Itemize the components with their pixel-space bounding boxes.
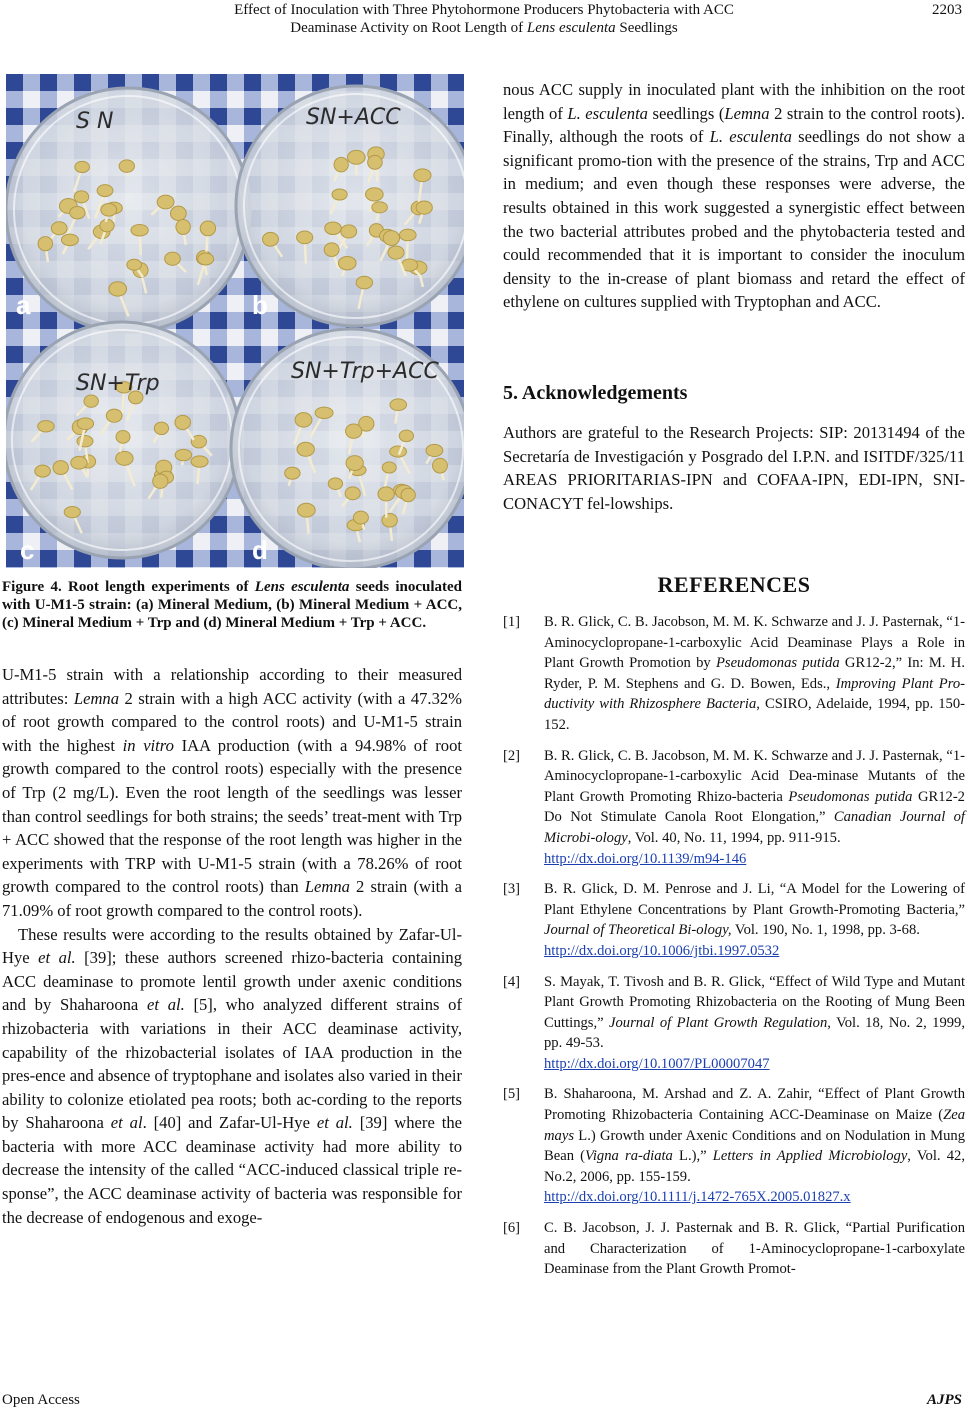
reference-italic: Zea mays [544,1107,965,1144]
text-run: seedlings ( [647,103,725,123]
lentil-seed [35,465,51,477]
reference-text: Vol. 190, No. 1, 1998, pp. 3-68. [731,922,920,939]
reference-text: B. R. Glick, D. M. Penrose and J. Li, “A Model for the Lowering of Plant Ethylene Concentrations by Plant Growth-Promoting Bacteria,” [544,881,965,918]
text-italic: L. esculenta [567,103,648,123]
lentil-seed [70,206,85,218]
reference-number: [5] [503,1086,521,1103]
page-number: 2203 [932,2,962,18]
lentil-seed [298,503,316,517]
text-run: 2 strain (with a 71.09% of root growth compared to the control roots). [2,877,462,920]
lentil-seed [346,424,362,438]
reference-number: [2] [503,747,521,764]
lentil-seed [77,418,93,430]
reference-doi-link[interactable]: http://dx.doi.org/10.1111/j.1472-765X.2005.01827.x [544,1189,851,1206]
text-run: U-M1-5 strain with a relationship according to their measured attributes: [2,665,462,708]
lentil-seed [84,395,98,407]
header-line2-species: Lens esculenta [526,20,616,36]
text-run: . [40] and Zafar-Ul-Hye [142,1113,317,1133]
panel-letter: b [252,290,268,320]
lentil-seed [328,478,342,490]
reference-number: [1] [503,614,521,630]
figure-caption [2,578,462,632]
section-heading-acknowledgements: 5. Acknowledgements [503,382,688,404]
lentil-seed [165,252,181,265]
reference-text: , CSIRO, Adelaide, 1994, pp. 150-152. [544,696,965,733]
reference-text: GR12-2 Do Not Stimulate Canola Root Elongation,” [544,788,965,826]
lentil-seed [119,160,134,172]
lentil-seed [131,224,148,236]
running-header [0,0,968,50]
reference-doi-link[interactable]: http://dx.doi.org/10.1007/PL00007047 [544,1055,770,1072]
lentil-seed [153,474,168,488]
text-run: nous ACC supply in inoculated plant with the inhibition on the root length of [503,80,965,123]
lentil-seed [38,421,54,432]
reference-italic: Canadian Journal of Microbi-ology [544,809,965,846]
lentil-seed [345,487,360,500]
lentil-seed [175,415,191,429]
reference-italic: Pseudomonas putida [715,655,840,672]
lentil-seed [157,195,174,209]
text-run: [39] where the bacteria with more ACC deaminase activity had more ability to decrease the intensity of the called “ACC-induced classical triple re-sponse”, the ACC deaminase activity of bacteria was responsible for the decrease of endogenous and exoge- [2,1113,462,1227]
lentil-seed [101,203,117,216]
lentil-seed [346,456,363,471]
text-italic: et al. [316,1113,353,1133]
petri-dish-photo [6,74,464,568]
dish-label: SN+ACC [306,105,401,130]
paragraph-conclusion [503,78,965,314]
lentil-seed [116,451,133,465]
reference-item [503,972,965,1075]
lentil-seed [285,467,300,479]
reference-number: [3] [503,881,521,898]
caption-species: Lens esculenta [254,579,350,595]
lentil-seed [51,222,67,235]
references-heading: REFERENCES [657,572,811,597]
lentil-seed [372,202,388,213]
lentil-seed [263,232,279,246]
caption-text-a: Figure 4. Root length experiments of [2,579,255,595]
lentil-seed [315,407,333,418]
dish-label: SN+Trp [76,371,160,396]
lentil-seed [338,256,356,269]
lentil-seed [175,449,191,460]
panel-letter: c [20,535,35,565]
text-italic: Lemna [73,688,120,708]
lentil-seed [416,201,432,214]
header-title-line1: Effect of Inoculation with Three Phytohormone Producers Phytobacteria with ACC [234,2,734,18]
reference-text: L.),” [672,1148,713,1165]
panel-letter: a [16,290,31,320]
lentil-seed [382,462,396,473]
text-italic: L. esculenta [709,127,792,147]
lentil-seed [75,161,90,172]
text-run: These results were according to the results obtained by Zafar-Ul-Hye [2,924,462,968]
lentil-seed [176,219,190,234]
text-italic: et al. [147,995,185,1015]
footer-journal: AJPS [926,1392,962,1408]
caption-text-b: seeds inoculated with U-M1-5 strain: (a) Mineral Medium, (b) Mineral Medium + ACC, (c) Mineral Medium + Trp and (d) Mineral Medium + Trp + ACC. [2,579,462,631]
lentil-seed [341,225,357,238]
left-column-text [2,663,462,1229]
lentil-seed [399,430,413,441]
lentil-seed [127,259,142,270]
reference-italic: Vigna ra-diata [585,1148,673,1165]
paragraph-discussion [2,923,462,1230]
lentil-seed [170,206,186,220]
lentil-seed [295,413,312,427]
reference-text: B. Shaharoona, M. Arshad and Z. A. Zahir, “Effect of Plant Growth Promoting Rhizobacteria Containing ACC-Deaminase on Maize ( [544,1086,965,1124]
lentil-seed [414,169,431,182]
reference-item [503,879,965,961]
lentil-seed [356,276,372,289]
reference-text: B. R. Glick, C. B. Jacobson, M. M. K. Schwarze and J. J. Pasternak, “1-Aminocyclopropane-1-carboxylic Acid Deaminase Plays a Role in Plant Growth Promotion by [544,614,965,672]
text-run: [39]; these authors screened rhizo-bacteria containing ACC deaminase to promote lentil growth under axenic conditions and by Shaharoona [2,948,462,1015]
petri-dish [6,88,250,332]
lentil-seed [198,253,214,265]
acknowledgements-paragraph: Authors are grateful to the Research Projects: SIP: 20131494 of the Secretaría de Investigación y Posgrado del I.P.N. and ISITDF/325/11 AREAS PRIORITARIAS-IPN and COFAA-IPN, EDI-IPN, SNI-CONACYT fel-lowships. [503,423,965,513]
reference-item [503,1084,965,1208]
text-run: 2 strain with a high ACC activity (with a 47.32% of root growth compared to the control roots) and U-M1-5 strain with the highest [2,688,462,755]
paragraph-results [2,663,462,923]
lentil-seed [366,188,384,201]
text-italic: et al [110,1113,143,1133]
reference-italic: Journal of Plant Growth Regulation [609,1014,828,1031]
reference-doi-link[interactable]: http://dx.doi.org/10.1006/jtbi.1997.0532 [544,942,780,959]
lentil-seed [297,231,313,244]
lentil-seed [390,446,407,457]
lentil-seed [61,234,78,246]
figure-4-photo [6,74,464,568]
lentil-seed [71,456,87,469]
lentil-seed [325,222,342,235]
reference-italic: Letters in Applied Microbiology [712,1148,908,1165]
reference-text: C. B. Jacobson, J. J. Pasternak and B. R. Glick, “Partial Purification and Characterization of 1-Aminocyclopropane-1-carboxylate Deaminase from the Plant Growth Promot- [544,1220,965,1278]
footer-open-access: Open Access [2,1392,80,1408]
reference-italic: Improving Plant Pro-ductivity with Rhizosphere Bacteria [544,675,965,713]
lentil-seed [399,229,416,241]
lentil-seed [53,461,68,475]
lentil-seed [116,430,130,443]
lentil-seed [38,237,53,251]
reference-text: GR12-2,” In: M. H. Ryder, P. M. Stephens and G. D. Bowen, Eds., [544,655,965,692]
lentil-seed [390,399,407,411]
reference-doi-link[interactable]: http://dx.doi.org/10.1139/m94-146 [544,850,747,867]
lentil-seed [97,185,113,197]
right-column-text [503,78,965,314]
lentil-seed [426,444,443,456]
header-line2-suffix: Seedlings [615,20,678,36]
reference-text: , Vol. 40, No. 11, 1994, pp. 911-915. [627,829,841,846]
text-run: seedlings do not show a significant promo-tion with the presence of the strains, Trp and ACC in medium; and even though these responses were adverse, the results obtained in this work suggested a synergistic effect between the two bacterial attributes probed and the phytobacteria tested and could recommended that it is important to consider the inoculum density to the in-crease of plant biomass and retard the effect of ethylene on cultures supplied with Tryptophan and ACC. [503,127,965,312]
lentil-seed [332,189,347,200]
dish-label: S N [76,109,114,134]
lentil-seed [378,487,394,501]
header-title-line2 [0,20,968,37]
lentil-seed [191,456,208,467]
reference-item [503,1218,965,1280]
text-italic: Lemna [304,877,350,897]
reference-text: , Vol. 18, No. 2, 1999, pp. 49-53. [544,1014,965,1052]
reference-item [503,612,965,736]
lentil-seed [348,150,366,164]
references-list [503,612,965,1290]
text-run: [5], who analyzed different strains of rhizobacteria with variations in their ACC deaminase activity, capability of the rhizobacterial isolates of IAA production in the pres-ence and absence of tryptophane and isolates also varied in their ability to colonize etiolated pea roots; both ac-cording to the reports by Shaharoona [2,995,462,1133]
lentil-seed [324,243,339,257]
lentil-seed [433,458,448,473]
text-run: 2 strain to the control roots). Finally, although the roots of [503,103,965,147]
text-run: IAA production (with a 94.98% of root growth compared to the control roots) especially with the presence of Trp (2 mg/L). Even the root length of the seedlings was lesser than control seedlings for both strains; the seeds’ treat-ment with Trp + ACC showed that the response of the root length was higher in the experiments with TRP with U-M1-5 strain (with a 78.26% of root growth compared to the control roots) than [2,735,462,897]
lentil-seed [383,231,399,246]
reference-text: , Vol. 42, No.2, 2006, pp. 155-159. [544,1148,965,1185]
lentil-seed [334,157,348,172]
text-italic: in vitro [122,735,174,755]
reference-text: B. R. Glick, C. B. Jacobson, M. M. K. Schwarze and J. J. Pasternak, “1-Aminocyclopropane-1-carboxylic Acid Dea-minase Mutants of the Plant Growth Promoting Rhizo-bacteria [544,747,965,805]
lentil-seed [64,507,80,518]
reference-number: [4] [503,973,521,990]
panel-letter: d [252,535,268,565]
lentil-seed [109,282,127,296]
lentil-seed [154,422,168,434]
reference-item [503,746,965,870]
reference-text: S. Mayak, T. Tivosh and B. R. Glick, “Effect of Wild Type and Mutant Plant Growth Promoting Rhizobacteria on the Rooting of Mung Been Cuttings,” [544,973,965,1031]
lentil-seed [297,442,314,456]
reference-number: [6] [503,1220,521,1237]
reference-italic: Pseudomonas putida [788,788,913,805]
lentil-seed [106,409,122,422]
text-italic: Lemna [724,103,770,123]
lentil-seed [200,221,215,236]
lentil-seed [368,155,383,169]
lentil-seed [382,514,397,528]
text-italic: et al. [38,948,76,968]
lentil-seed [401,488,415,501]
lentil-seed [388,246,404,259]
reference-text: L.) Growth under Axenic Conditions and on Nodulation in Mung Bean ( [544,1127,965,1165]
lentil-seed [74,191,89,203]
reference-italic: Journal of Theoretical Bi-ology, [544,922,732,939]
dish-label: SN+Trp+ACC [291,359,439,384]
acknowledgements-text [503,421,965,515]
lentil-seed [353,511,368,524]
header-line2-prefix: Deaminase Activity on Root Length of [290,20,527,36]
